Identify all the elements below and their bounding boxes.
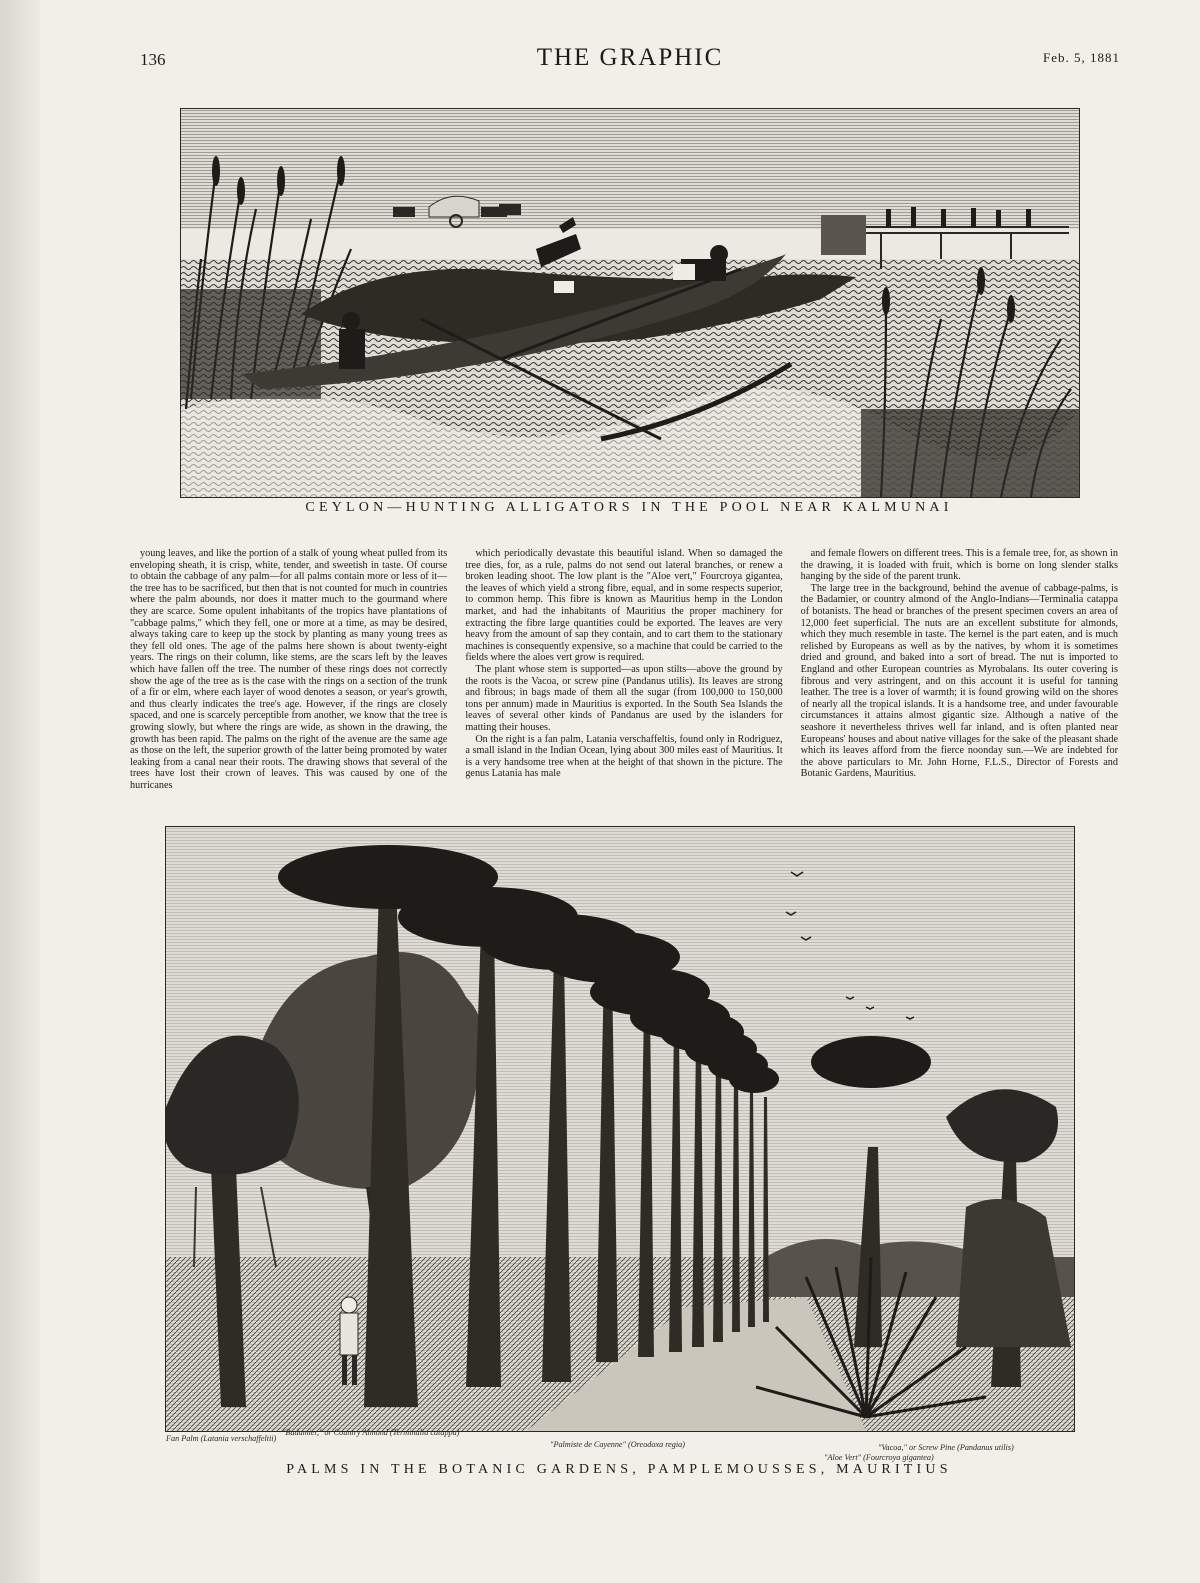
newspaper-title: THE GRAPHIC [536, 44, 724, 71]
label-palmiste: "Palmiste de Cayenne" (Oreodoxa regia) [550, 1440, 685, 1449]
article-body [130, 548, 1118, 810]
alligator-hunt-engraving [180, 108, 1080, 498]
article-paragraph: young leaves, and like the portion of a stalk of young wheat pulled from its enveloping sheath, it is crisp, white, tender, and sweetish in taste. Of course to obtain the cabbage of any palm—for all palms contain more or less of it—the tree has to be sacrificed, but then that is not counted for much in countries where the palm abounds, nor does it matter much to the gourmand where they are scarce. Some opulent inhabitants of the tropics have plantations of "cabbage palms," which they fell, one or more at a time, as may be desired, always taking care to keep up the stock by planting as many young trees as they fell old ones. The age of the palms here shown is about twenty-eight years. The rings on their column, like stems, are the scars left by the leaves which have fallen off the tree. The number of these rings does not correctly show the age of the tree as is the case with the rings on a section of the trunk of a fir or elm, where each layer of wood denotes a season, or year's growth, and thus clearly indicates the tree's age. However, if the rings are closely spaced, and one is scarcely perceptible from another, we know that the tree is growing slowly, but where the rings are wide, as shown in the drawing, the growth has been rapid. The palms on the right of the avenue are the same age as those on the left, the superior growth of the latter being promoted by water leaking from a canal near their roots. The drawing shows that several of the trees have lost their crown of leaves. This was caused by one of the hurricanes [130, 548, 448, 791]
article-column-2 [465, 548, 782, 810]
label-badamier: "Badamier," or Country Almond (Terminalia catappa) [282, 1428, 460, 1437]
article-paragraph: The large tree in the background, behind the avenue of cabbage-palms, is the Badamier, or country almond of the Anglo-Indians—Terminalia catappa of botanists. The head or branches of the present specimen covers an area of 12,000 feet superficial. The nuts are an excellent substitute for almonds, which they much resemble in taste. The kernel is the part eaten, and is much relished by Europeans as well as by the natives, by whom it is sometimes dried and ground, and baked into a sort of bread. The nut is imported to England and other European countries as Myrobalans. Its outer covering is fibrous and very astringent, and on this account it is useful for tanning leather. The tree is a lover of warmth; it is found growing wild on the shores of nearly all the tropical islands. It is a handsome tree, and under favourable circumstances it attains almost gigantic size. Although a native of the seashore it nevertheless thrives well far inland, and is often planted near Europeans' houses and about native villages for the sake of the pleasant shade which its leaves afford from the fierce noonday sun.—We are indebted for the above particulars to Mr. John Horne, F.L.S., Director of Forests and Botanic Gardens, Mauritius. [800, 582, 1118, 780]
article-paragraph: On the right is a fan palm, Latania verschaffeltis, found only in Rodriguez, a small island in the Indian Ocean, lying about 300 miles east of Mauritius. It is a very handsome tree when at the height of that shown in the picture. The genus Latania has male [465, 733, 783, 780]
page-number: 136 [140, 50, 166, 69]
bottom-illustration-caption: PALMS IN THE BOTANIC GARDENS, PAMPLEMOUSSES, MAURITIUS [286, 1462, 952, 1477]
article-column-1 [130, 548, 447, 810]
label-vacoa: "Vacoa," or Screw Pine (Pandanus utilis) [878, 1443, 1014, 1452]
article-paragraph: which periodically devastate this beautiful island. When so damaged the tree dies, for, as a rule, palms do not send out lateral branches, or renew a broken leading shoot. The low plant is the "Aloe vert," Fourcroya gigantea, the leaves of which yield a strong fibre, equal, and in some respects superior, to common hemp. This fibre is known as Mauritius hemp in the London market, and had the inhabitants of Mauritius the proper machinery for extracting the fibre large quantities could be exported. The leaves are very heavy from the amount of sap they contain, and to cart them to the stationary machines is consequently expensive, so a machine that could be carried to the fields where the aloes vert grow is required. [465, 548, 783, 664]
article-column-3 [801, 548, 1118, 810]
masthead [140, 44, 1120, 76]
palm-avenue-engraving [165, 826, 1075, 1432]
issue-date: Feb. 5, 1881 [1043, 50, 1120, 65]
article-paragraph: and female flowers on different trees. This is a female tree, for, as shown in the drawing, it is loaded with fruit, which is borne on long slender stalks hanging by the side of the parent trunk. [800, 548, 1118, 583]
label-aloe-vert: "Aloe Vert" (Fourcroya gigantea) [824, 1453, 934, 1462]
label-fan-palm: Fan Palm (Latania verschaffeltii) [166, 1434, 277, 1443]
page-edge [0, 0, 40, 1583]
article-paragraph: The plant whose stem is supported—as upon stilts—above the ground by the roots is the Vacoa, or screw pine (Pandanus utilis). Its leaves are strong and fibrous; in bags made of them all the sugar (from 100,000 to 150,000 tons per annum) made in Mauritius is exported. In the South Sea Islands the leaves of several other kinds of Pandanus are used by the islanders for matting their houses. [465, 663, 783, 733]
top-illustration-caption: CEYLON—HUNTING ALLIGATORS IN THE POOL NEAR KALMUNAI [305, 500, 953, 515]
